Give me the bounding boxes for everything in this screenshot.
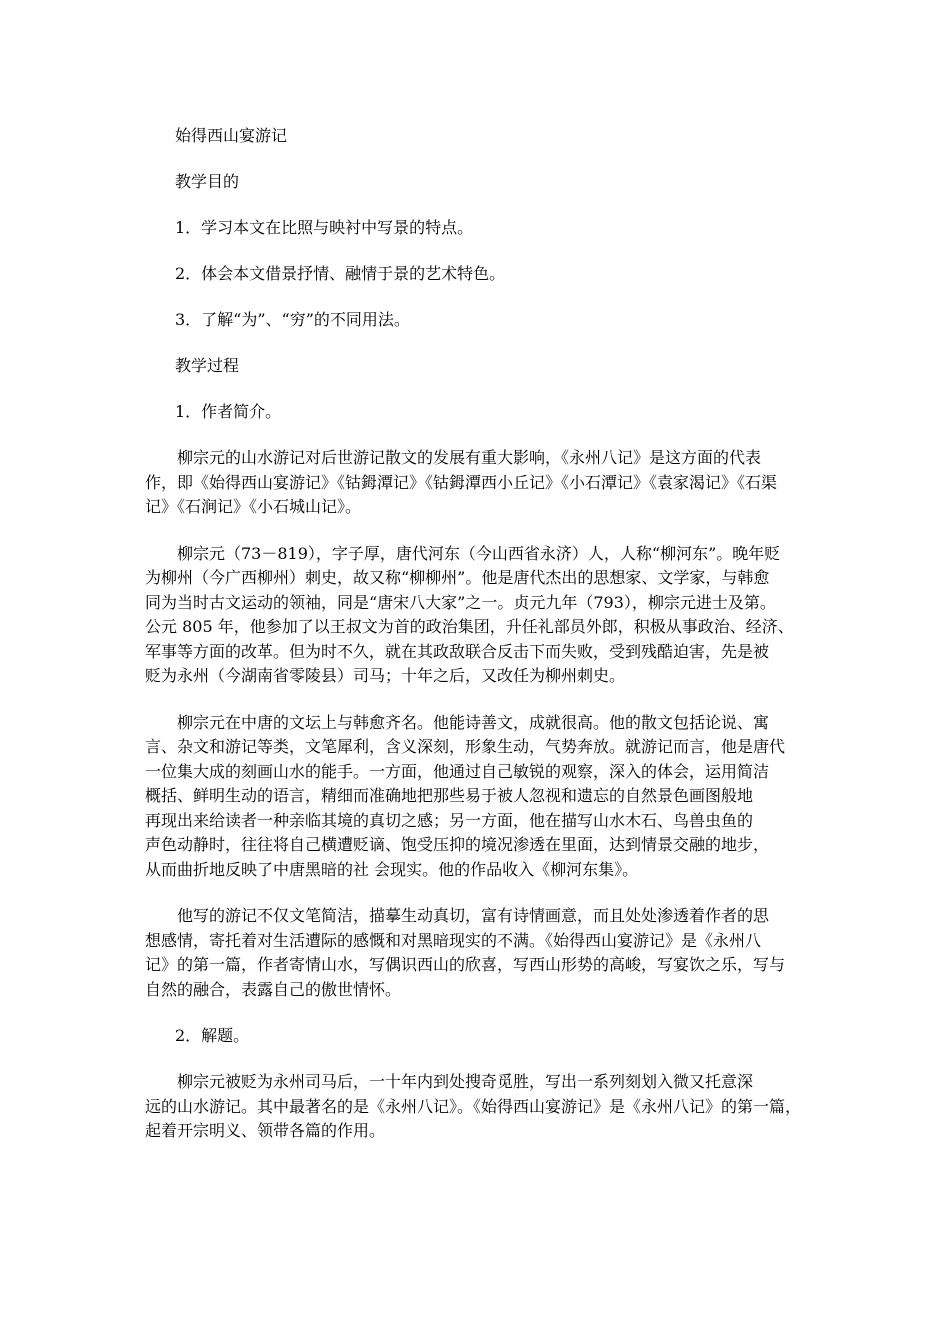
paragraph-line: 贬为永州（今湖南省零陵县）司马；十年之后，又改任为柳州刺史。 [145,666,626,685]
paragraph-travel-notes [145,904,810,1002]
objective-item-3: 3．了解“为”、“穷”的不同用法。 [175,310,410,329]
paragraph-title-explanation [145,1070,810,1144]
paragraph-line: 记》《石涧记》《小石城山记》。 [145,497,362,516]
paragraph-line: 他写的游记不仅文笔简洁，描摹生动真切，富有诗情画意，而且处处渗透着作者的思 [177,906,770,925]
section-heading-objectives: 教学目的 [175,172,240,191]
section-heading-process: 教学过程 [175,356,240,375]
paragraph-line: 一位集大成的刻画山水的能手。一方面，他通过自己敏锐的观察，深入的体会，运用简洁 [145,761,770,781]
paragraph-line: 柳宗元在中唐的文坛上与韩愈齐名。他能诗善文，成就很高。他的散文包括论说、寓 [177,712,770,732]
paragraph-line: 同为当时古文运动的领袖，同是“唐宋八大家”之一。贞元九年（793），柳宗元进士及第。 [145,592,776,612]
document-title: 始得西山宴游记 [175,126,288,145]
paragraph-line: 起着开宗明义、领带各篇的作用。 [145,1121,386,1140]
paragraph-line: 从而曲折地反映了中唐黑暗的社 会现实。他的作品收入《柳河东集》。 [145,859,639,879]
step-heading-title-explanation: 2．解题。 [175,1026,250,1045]
paragraph-line: 再现出来给读者一种亲临其境的真切之感；另一方面，他在描写山水木石、鸟兽虫鱼的 [145,810,754,830]
paragraph-line: 自然的融合，表露自己的傲世情怀。 [145,979,402,999]
step-heading-author-intro: 1．作者简介。 [175,402,282,421]
objective-item-2: 2．体会本文借景抒情、融情于景的艺术特色。 [175,264,506,283]
paragraph-literary-status [145,711,810,883]
paragraph-line: 声色动静时，往往将自己横遭贬谪、饱受压抑的境况渗透在里面，达到情景交融的地步， [145,835,770,854]
paragraph-line: 柳宗元的山水游记对后世游记散文的发展有重大影响，《永州八记》是这方面的代表 [177,448,762,467]
paragraph-line: 柳宗元（73－819），字子厚，唐代河东（今山西省永济）人，人称“柳河东”。晚年贬 [177,543,781,563]
document-page [145,124,810,1144]
paragraph-line: 作，即《始得西山宴游记》《钴鉧潭记》《钴鉧潭西小丘记》《小石潭记》《袁家渴记》《石渠 [145,472,778,492]
paragraph-biography [145,542,810,689]
paragraph-line: 军事等方面的改革。但为时不久，就在其政敌联合反击下而失败，受到残酷迫害，先是被 [145,641,770,661]
paragraph-line: 柳宗元被贬为永州司马后，一十年内到处搜奇觅胜，写出一系列刻划入微又托意深 [177,1072,754,1091]
paragraph-influence [145,446,810,520]
objective-item-1: 1．学习本文在比照与映衬中写景的特点。 [175,218,474,237]
paragraph-line: 公元 805 年，他参加了以王叔文为首的政治集团，升任礼部员外郎，积极从事政治、经济、 [145,617,794,636]
paragraph-line: 远的山水游记。其中最著名的是《永州八记》。《始得西山宴游记》是《永州八记》的第一篇， [145,1096,802,1116]
paragraph-line: 记》的第一篇，作者寄情山水，写偶识西山的欣喜，写西山形势的高峻，写宴饮之乐，写与 [145,955,786,974]
paragraph-line: 想感情，寄托着对生活遭际的感慨和对黑暗现实的不满。《始得西山宴游记》是《永州八 [145,930,762,950]
paragraph-line: 为柳州（今广西柳州）刺史，故又称“柳柳州”。他是唐代杰出的思想家、文学家，与韩愈 [145,568,770,587]
paragraph-line: 言、杂文和游记等类，文笔犀利，含义深刻，形象生动，气势奔放。就游记而言，他是唐代 [145,737,786,756]
paragraph-line: 概括、鲜明生动的语言，精细而准确地把那些易于被人忽视和遗忘的自然景色画图般地 [145,786,754,805]
